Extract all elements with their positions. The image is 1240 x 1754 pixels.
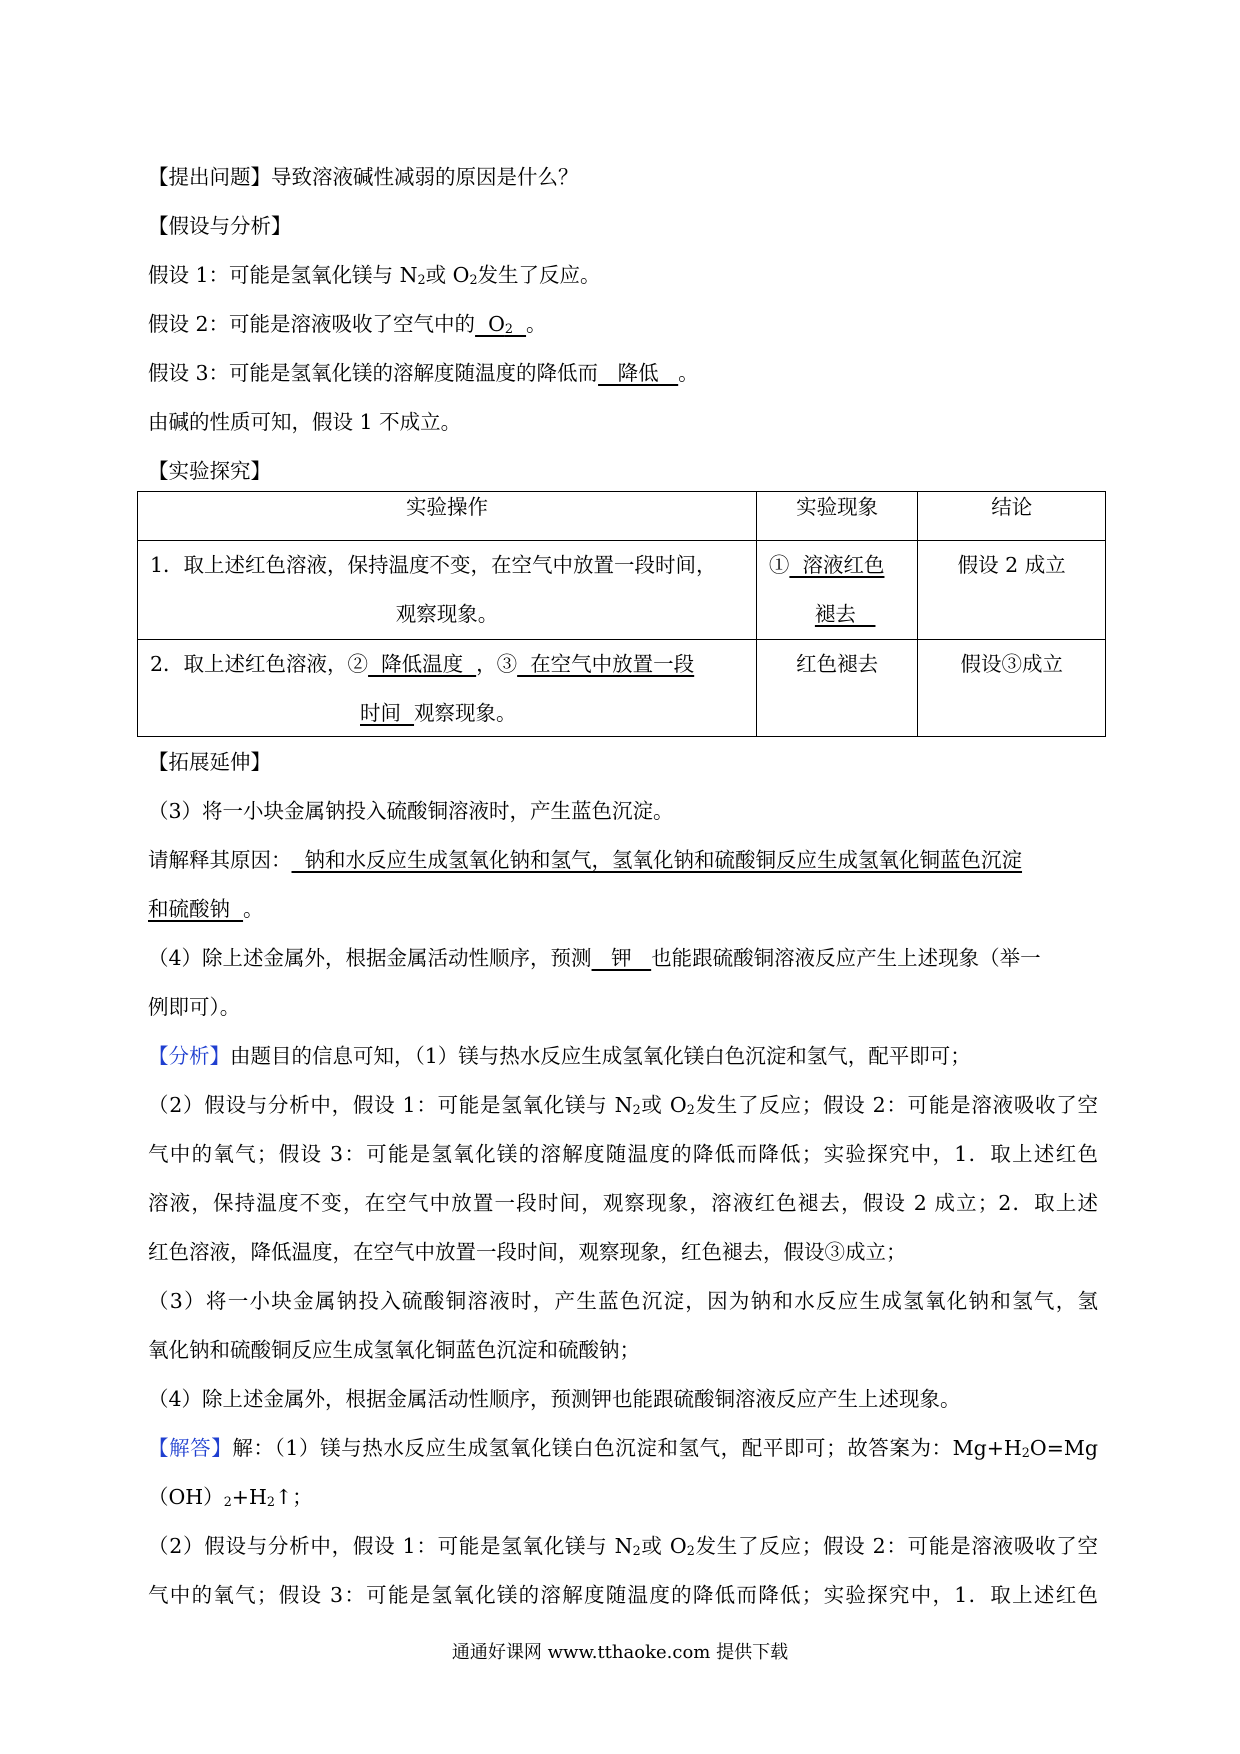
analysis-p4-line1: （4）除上述金属外，根据金属活动性顺序，预测钾也能跟硫酸铜溶液反应产生上述现象。 bbox=[148, 1387, 961, 1411]
answer-line2-pre: （OH） bbox=[148, 1485, 224, 1509]
row2-conclusion bbox=[918, 640, 1106, 737]
hyp1-pre: 假设 1：可能是氢氧化镁与 N bbox=[148, 263, 418, 287]
ext3-reason-blank2: 和硫酸钠 bbox=[148, 897, 244, 921]
answer-p2-sub1: 2 bbox=[632, 1543, 641, 1558]
ext4-post: 也能跟硫酸铜溶液反应产生上述现象（举一 bbox=[651, 946, 1041, 970]
hyp3-post: 。 bbox=[678, 361, 699, 385]
row1-conclusion bbox=[918, 541, 1106, 640]
ext3-reason-pre: 请解释其原因： bbox=[148, 848, 292, 872]
analysis-text1: 由题目的信息可知，（1）镁与热水反应生成氢氧化镁白色沉淀和氢气，配平即可； bbox=[230, 1044, 971, 1068]
hyp1-sub1: 2 bbox=[417, 272, 426, 287]
row1-phen-blank2: 褪去 bbox=[814, 602, 876, 626]
hyp1-post: 发生了反应。 bbox=[477, 263, 601, 287]
ext3-reason-blank1: 钠和水反应生成氢氧化钠和氢气，氢氧化钠和硫酸铜反应生成氢氧化铜蓝色沉淀 bbox=[291, 848, 1023, 872]
hyp3-pre: 假设 3：可能是氢氧化镁的溶解度随温度的降低而 bbox=[148, 361, 599, 385]
analysis-p2-line2: 气中的氧气；假设 3：可能是氢氧化镁的溶解度随温度的降低而降低；实验探究中，1．取上述红色 bbox=[148, 1142, 1098, 1166]
answer-p2-line2: 气中的氧气；假设 3：可能是氢氧化镁的溶解度随温度的降低而降低；实验探究中，1．取上述红色 bbox=[148, 1583, 1098, 1607]
ext3-reason-post: 。 bbox=[243, 897, 264, 921]
hypothesis-3 bbox=[148, 358, 1098, 388]
answer-line1-post: O=Mg bbox=[1029, 1436, 1098, 1460]
hypothesis-1 bbox=[148, 260, 1098, 290]
question-text: 导致溶液碱性减弱的原因是什么？ bbox=[271, 165, 579, 189]
question-label: 【提出问题】 bbox=[148, 165, 271, 189]
answer-label: 【解答】 bbox=[148, 1436, 233, 1460]
hyp2-post: 。 bbox=[526, 312, 547, 336]
experiment-table bbox=[137, 491, 1106, 737]
table-row bbox=[138, 640, 1106, 737]
row2-concl-text: 假设③成立 bbox=[960, 652, 1063, 676]
hyp2-answer-blank bbox=[475, 312, 526, 336]
extension-heading: 【拓展延伸】 bbox=[148, 750, 271, 774]
answer-line1-sub: 2 bbox=[1021, 1445, 1030, 1460]
analysis-p2-sub1: 2 bbox=[632, 1102, 641, 1117]
analysis-p3-line2: 氧化钠和硫酸铜反应生成氢氧化铜蓝色沉淀和硫酸钠； bbox=[148, 1338, 640, 1362]
row1-phenomenon bbox=[756, 541, 918, 640]
row1-phen-mark: ① bbox=[768, 553, 790, 577]
answer-line2-mid: +H bbox=[231, 1485, 267, 1509]
hyp2-blank-post bbox=[513, 312, 526, 336]
conclusion-line: 由碱的性质可知，假设 1 不成立。 bbox=[148, 410, 462, 434]
analysis-p3-line1: （3）将一小块金属钠投入硫酸铜溶液时，产生蓝色沉淀，因为钠和水反应生成氢氧化钠和氢气，氢 bbox=[148, 1289, 1098, 1313]
hypothesis-heading: 【假设与分析】 bbox=[148, 214, 292, 238]
analysis-p2-mid: 或 O bbox=[640, 1093, 687, 1117]
table-row bbox=[138, 541, 1106, 640]
hypothesis-2 bbox=[148, 309, 1098, 339]
extension-3-reason-line2 bbox=[148, 894, 1098, 924]
answer-p2-line1 bbox=[148, 1531, 1098, 1561]
row1-operation bbox=[138, 541, 757, 640]
answer-line1-pre: 解：（1）镁与热水反应生成氢氧化镁白色沉淀和氢气，配平即可；故答案为：Mg+H bbox=[232, 1436, 1022, 1460]
row1-phen-blank1: 溶液红色 bbox=[789, 553, 885, 577]
analysis-label: 【分析】 bbox=[148, 1044, 230, 1068]
row2-op-post: 观察现象。 bbox=[414, 701, 517, 725]
analysis-p2-sub2: 2 bbox=[686, 1102, 695, 1117]
hyp2-blank-sub: 2 bbox=[504, 321, 513, 336]
experiment-heading: 【实验探究】 bbox=[148, 459, 271, 483]
header-operation: 实验操作 bbox=[138, 492, 757, 541]
row1-concl-text: 假设 2 成立 bbox=[957, 553, 1066, 577]
analysis-p2-line1 bbox=[148, 1090, 1098, 1120]
question-line bbox=[148, 162, 1098, 192]
row2-op-blank2: 在空气中放置一段 bbox=[517, 652, 695, 676]
page-footer: 通通好课网 www.tthaoke.com 提供下载 bbox=[451, 1642, 789, 1663]
extension-3-reason-line1 bbox=[148, 845, 1098, 875]
answer-p2-post: 发生了反应；假设 2：可能是溶液吸收了空 bbox=[694, 1534, 1099, 1558]
answer-line2 bbox=[148, 1482, 1098, 1512]
answer-line2-sub1: 2 bbox=[223, 1494, 232, 1509]
extension-3: （3）将一小块金属钠投入硫酸铜溶液时，产生蓝色沉淀。 bbox=[148, 799, 674, 823]
answer-line2-sub2: 2 bbox=[266, 1494, 275, 1509]
hyp2-blank-pre: O bbox=[475, 312, 505, 336]
answer-p2-sub2: 2 bbox=[686, 1543, 695, 1558]
row2-operation bbox=[138, 640, 757, 737]
header-phenomenon: 实验现象 bbox=[756, 492, 918, 541]
hyp1-sub2: 2 bbox=[469, 272, 478, 287]
answer-line2-post: ↑； bbox=[274, 1485, 313, 1509]
row2-op-mid: ，③ bbox=[476, 652, 518, 676]
hyp2-pre: 假设 2：可能是溶液吸收了空气中的 bbox=[148, 312, 476, 336]
answer-p2-mid: 或 O bbox=[640, 1534, 687, 1558]
row1-op-line1: 1．取上述红色溶液，保持温度不变，在空气中放置一段时间， bbox=[150, 553, 717, 577]
hyp1-mid: 或 O bbox=[425, 263, 470, 287]
answer-p2-pre: （2）假设与分析中，假设 1：可能是氢氧化镁与 N bbox=[148, 1534, 633, 1558]
analysis-p2-line3: 溶液，保持温度不变，在空气中放置一段时间，观察现象，溶液红色褪去，假设 2 成立；2．取上述 bbox=[148, 1191, 1098, 1215]
row2-op-pre: 2．取上述红色溶液，② bbox=[150, 652, 369, 676]
analysis-p2-post: 发生了反应；假设 2：可能是溶液吸收了空 bbox=[694, 1093, 1099, 1117]
analysis-p2-pre: （2）假设与分析中，假设 1：可能是氢氧化镁与 N bbox=[148, 1093, 633, 1117]
header-conclusion: 结论 bbox=[918, 492, 1106, 541]
row2-phenomenon bbox=[756, 640, 918, 737]
table-header-row bbox=[138, 492, 1106, 541]
analysis-p2-line4: 红色溶液，降低温度，在空气中放置一段时间，观察现象，红色褪去，假设③成立； bbox=[148, 1240, 907, 1264]
ext4-pre: （4）除上述金属外，根据金属活动性顺序，预测 bbox=[148, 946, 592, 970]
analysis-line1 bbox=[148, 1041, 1098, 1071]
answer-line1 bbox=[148, 1433, 1098, 1463]
row2-op-blank1: 降低温度 bbox=[368, 652, 477, 676]
extension-4-line2: 例即可）。 bbox=[148, 995, 241, 1019]
row2-op-blank3: 时间 bbox=[360, 701, 415, 725]
row2-phen-text: 红色褪去 bbox=[796, 652, 879, 676]
row1-op-line2: 观察现象。 bbox=[395, 602, 499, 626]
ext4-answer-blank: 钾 bbox=[591, 946, 652, 970]
extension-4 bbox=[148, 943, 1098, 973]
hyp3-answer-blank: 降低 bbox=[598, 361, 679, 385]
